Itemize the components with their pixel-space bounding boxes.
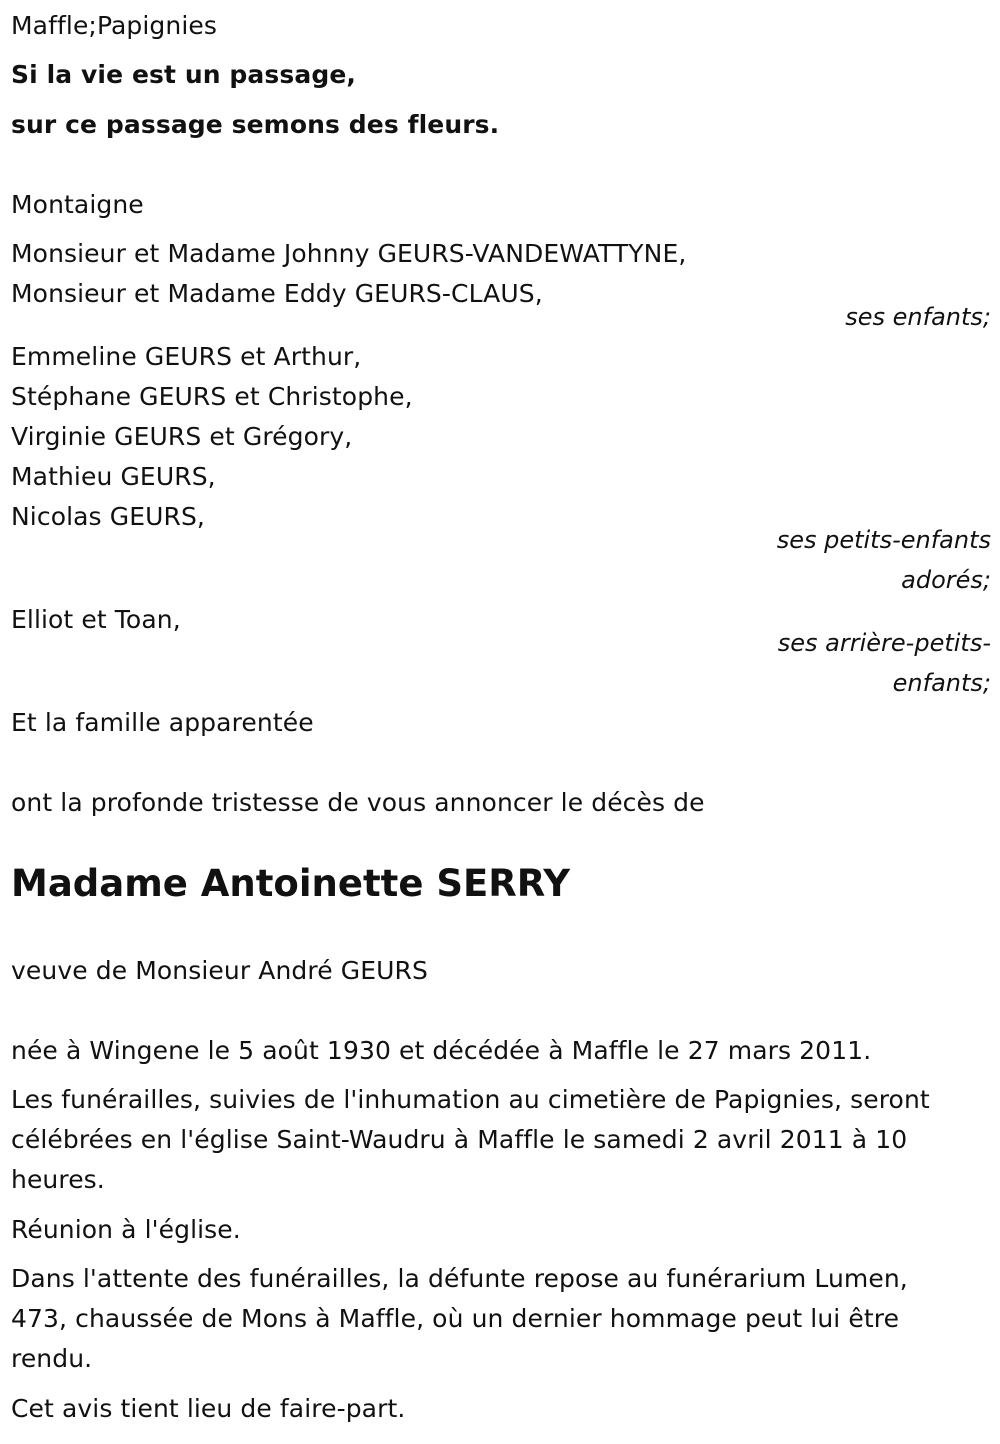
family-line: Et la famille apparentée: [11, 708, 314, 737]
quote-line-2: sur ce passage semons des fleurs.: [11, 110, 500, 139]
child-name: Monsieur et Madame Eddy GEURS-CLAUS,: [11, 279, 543, 308]
grandchildren-role-line-2: adorés;: [901, 566, 991, 594]
child-name: Monsieur et Madame Johnny GEURS-VANDEWATTYNE,: [11, 239, 687, 268]
grandchild-name: Virginie GEURS et Grégory,: [11, 422, 353, 451]
funeral-line-2: célébrées en l'église Saint-Waudru à Maffle le samedi 2 avril 2011 à 10: [11, 1125, 908, 1154]
quote-author: Montaigne: [11, 190, 144, 219]
children-role: ses enfants;: [845, 303, 991, 331]
widow-of-line: veuve de Monsieur André GEURS: [11, 956, 428, 985]
funeral-line-1: Les funérailles, suivies de l'inhumation au cimetière de Papignies, seront: [11, 1085, 930, 1114]
great-grandchild-name: Elliot et Toan,: [11, 605, 181, 634]
grandchild-name: Stéphane GEURS et Christophe,: [11, 382, 413, 411]
great-grandchildren-role-line-2: enfants;: [892, 669, 991, 697]
grandchildren-role-line-1: ses petits-enfants: [776, 526, 991, 554]
quote-line-1: Si la vie est un passage,: [11, 60, 356, 89]
funeral-line-3: heures.: [11, 1165, 105, 1194]
reunion-line: Réunion à l'église.: [11, 1215, 241, 1244]
viewing-line-3: rendu.: [11, 1344, 93, 1373]
grandchild-name: Emmeline GEURS et Arthur,: [11, 342, 362, 371]
great-grandchildren-role-line-1: ses arrière-petits-: [777, 629, 991, 657]
viewing-line-2: 473, chaussée de Mons à Maffle, où un dernier hommage peut lui être: [11, 1304, 900, 1333]
grandchild-name: Mathieu GEURS,: [11, 462, 216, 491]
grandchild-name: Nicolas GEURS,: [11, 502, 205, 531]
deceased-name: Madame Antoinette SERRY: [11, 862, 570, 905]
location: Maffle;Papignies: [11, 11, 217, 40]
closing-line: Cet avis tient lieu de faire-part.: [11, 1394, 406, 1423]
viewing-line-1: Dans l'attente des funérailles, la défunte repose au funérarium Lumen,: [11, 1264, 908, 1293]
announcement-line: ont la profonde tristesse de vous annoncer le décès de: [11, 788, 705, 817]
birth-death-line: née à Wingene le 5 août 1930 et décédée à Maffle le 27 mars 2011.: [11, 1036, 872, 1065]
